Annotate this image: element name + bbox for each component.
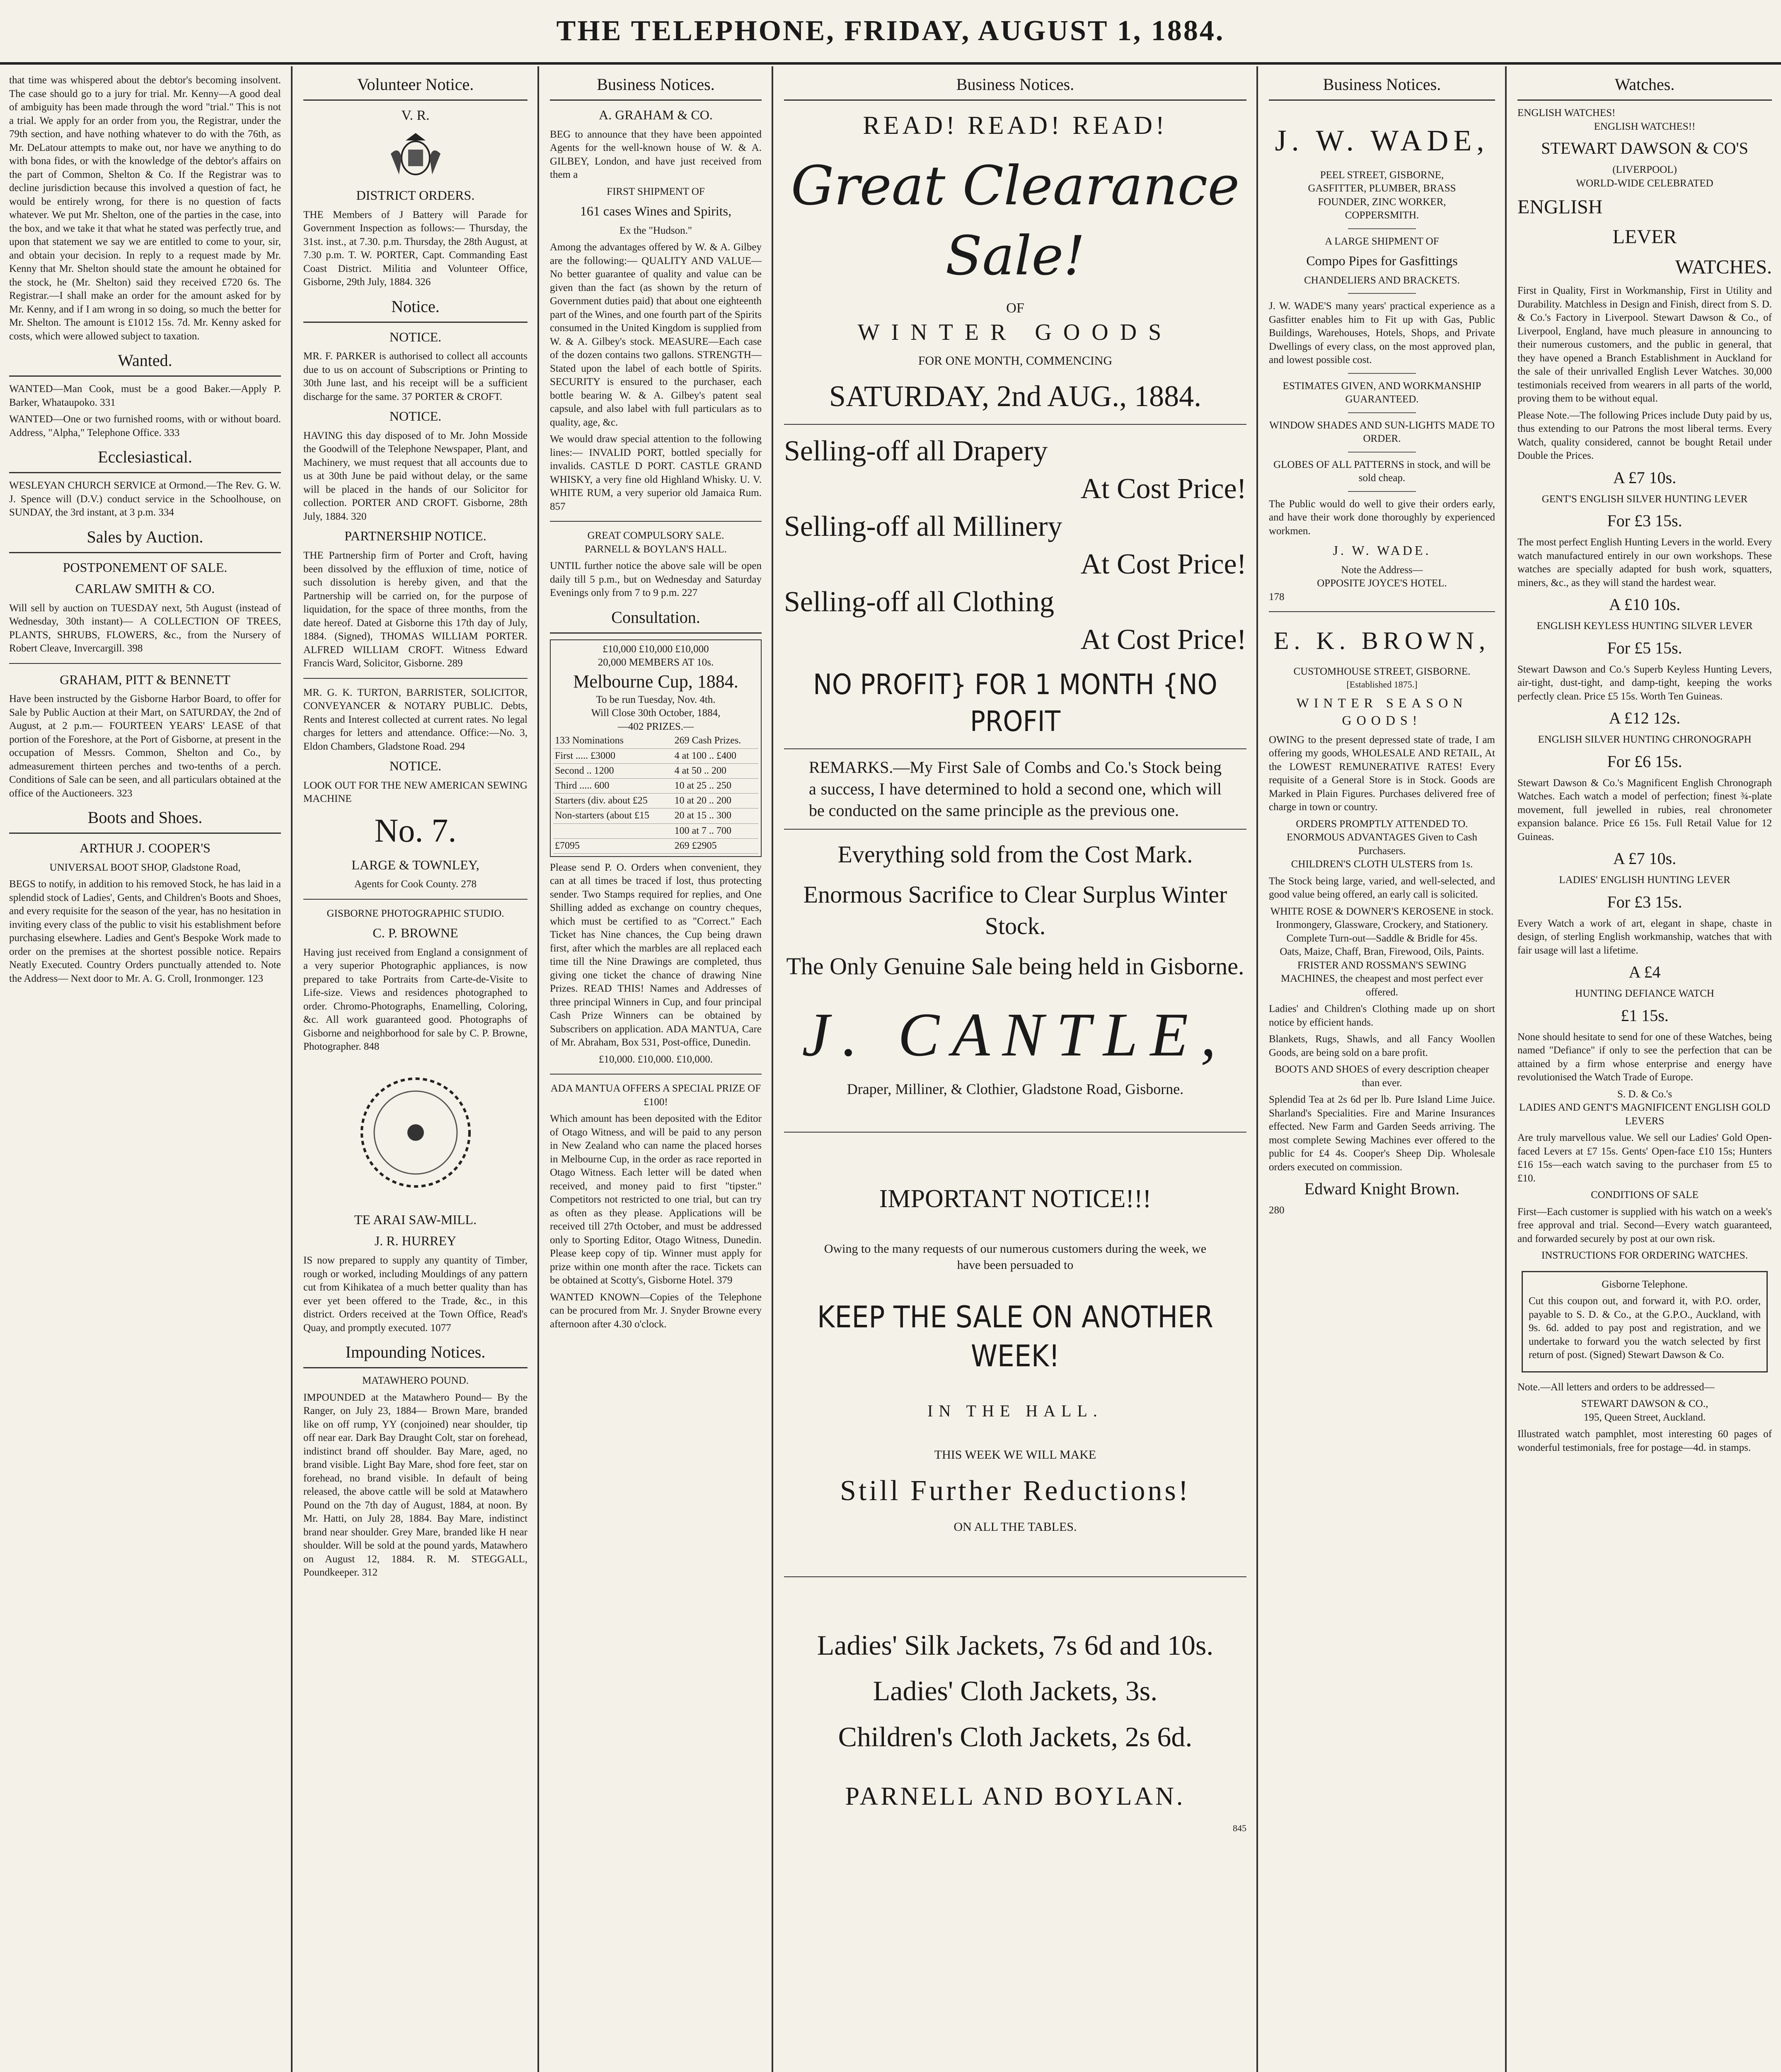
wade-trade-1: GASFITTER, PLUMBER, BRASS [1308,183,1456,194]
price-4-for: For £3 15s. [1607,892,1682,911]
column-5 [1260,66,1504,2072]
wanted-header: Wanted. [9,346,281,377]
prize-row [553,838,758,853]
partnership-subheader: PARTNERSHIP NOTICE. [344,528,486,544]
sell-millinery: Selling-off all Millinery [784,511,1062,543]
owing-text: Owing to the many requests of our numerous customers during the week, we have been persuaded to [824,1242,1207,1272]
prize-row [553,778,758,793]
cons-text: Please send P. O. Orders when convenient, they can at all times be traced if lost, thus protecting sender. Two Stamps required for replies, and One Shilling added as exchange on country cheques, which must be certified to as "Correct." Each Ticket has Nine chances, the Cup being drawn first, after which the marbles are all replaced each time till the Nine Drawings are completed, thus giving one ticket the chance of drawing Nine Prizes. READ THIS! Names and Addresses of three principal Winners in Cup, and four principal Cash Prize Winners can be obtained by Subscribers on application. ADA MANTUA, Care of Mr. Abraham, Box 531, Post-office, Dunedin. [550,862,762,1048]
coupon-header: Gisborne Telephone. [1602,1278,1688,1290]
photo-name: C. P. BROWNE [373,925,458,941]
prize-row [553,733,758,748]
address-note: Note.—All letters and orders to be addressed— [1517,1381,1715,1393]
column-rule [1505,66,1507,2072]
pamphlet-note: Illustrated watch pamphlet, most interesting 60 pages of wonderful testimonials, free for postage—4d. in stamps. [1517,1428,1772,1453]
brown-kerosene: WHITE ROSE & DOWNER'S KEROSENE in stock. [1270,905,1494,917]
sd-co: S. D. & Co.'s [1617,1088,1672,1100]
cost-price-2: At Cost Price! [1080,548,1246,581]
divider [1348,373,1416,374]
prize-cell: 269 £2905 [673,838,758,853]
divider [784,1132,1246,1133]
wade-public: The Public would do well to give their orders early, and have their work done thoroughly by experienced workmen. [1269,498,1495,537]
sale-text: UNTIL further notice the above sale will be open daily till 5 p.m., but on Wednesday and Saturday Evenings only from 7 to 9 p.m. 227 [550,560,762,599]
price-3-text: Stewart Dawson & Co.'s Magnificent English Chronograph Watches. Each watch a model of perfection; finest ¾-plate movement, full jewelled in rubies, real chronometer expansion balance. Price £6 15s. Full Retail Value for 12 Guineas. [1517,777,1772,842]
divider [1348,491,1416,492]
divider [1348,228,1416,229]
price-3-for: For £6 15s. [1607,752,1682,771]
impound-header: Impounding Notices. [303,1338,528,1368]
notice-subheader: NOTICE. [389,329,442,344]
notice3-text: LOOK OUT FOR THE NEW AMERICAN SEWING MACHINE [303,779,528,805]
wade-shades: WINDOW SHADES AND SUN-LIGHTS MADE TO ORDER. [1269,419,1495,445]
read-banner: READ! READ! READ! [863,111,1168,140]
cost-price-3: At Cost Price! [1080,624,1246,656]
silk-jackets: Ladies' Silk Jackets, 7s 6d and 10s. [817,1629,1214,1661]
ecclesiastical-header: Ecclesiastical. [9,443,281,473]
sawmill-name: J. R. HURREY [374,1233,457,1249]
large-townley: LARGE & TOWNLEY, [351,857,479,872]
column-rule [291,66,293,2072]
notice2-subheader: NOTICE. [389,409,442,424]
brown-ironmongery: Ironmongery, Glassware, Crockery, and Stationery. [1276,919,1488,931]
conditions-text: First—Each customer is supplied with his watch on a week's free approval and trial. Second—Every watch guaranteed, and forwarded securely by post at our own risk. [1517,1206,1772,1244]
prize-row [553,823,758,838]
notice3-subheader: NOTICE. [389,758,442,774]
one-month: FOR ONE MONTH, COMMENCING [918,353,1113,368]
prize-cell: 10 at 20 .. 200 [673,794,758,808]
wade-address: PEEL STREET, GISBORNE, [1320,169,1444,181]
brown-advantages: ENORMOUS ADVANTAGES Given to Cash Purchasers. [1286,832,1478,857]
further-reductions: Still Further Reductions! [840,1475,1191,1507]
divider [1348,412,1416,413]
brown-winter: WINTER SEASON GOODS! [1296,695,1468,728]
column-1 [0,66,290,2072]
no-profit-banner: NO PROFIT} FOR 1 MONTH {NO PROFIT [813,668,1217,738]
business-header: Business Notices. [550,70,762,101]
cantle-name: J. CANTLE, [802,1000,1229,1069]
price-2-desc: ENGLISH KEYLESS HUNTING SILVER LEVER [1537,620,1753,632]
boots-header: Boots and Shoes. [9,804,281,834]
divider [1348,452,1416,453]
brown-orders: ORDERS PROMPTLY ATTENDED TO. [1296,818,1468,830]
cons-money-2: £10,000. £10,000. £10,000. [599,1053,713,1065]
jw-wade: J. W. WADE, [1275,124,1489,157]
english-watches-2: ENGLISH WATCHES!! [1594,121,1696,132]
conditions-header: CONDITIONS OF SALE [1591,1189,1699,1201]
brown-ulsters: CHILDREN'S CLOTH ULSTERS from 1s. [1291,859,1473,870]
boots-subheader: UNIVERSAL BOOT SHOP, Gladstone Road, [49,862,241,873]
prize-row [553,763,758,778]
brown-address: CUSTOMHOUSE STREET, GISBORNE. [1293,666,1471,678]
instructions-header: INSTRUCTIONS FOR ORDERING WATCHES. [1541,1250,1748,1261]
price-5: A £4 [1629,963,1661,982]
brown-blankets: Blankets, Rugs, Shawls, and all Fancy Woollen Goods, are being sold on a bare profit. [1269,1034,1495,1058]
business-header: Business Notices. [784,70,1246,101]
divider [784,748,1246,749]
children-jackets: Children's Cloth Jackets, 2s 6d. [838,1721,1193,1752]
sawmill-title: TE ARAI SAW-MILL. [354,1212,477,1227]
price-3-desc: ENGLISH SILVER HUNTING CHRONOGRAPH [1538,734,1752,746]
notice2-text: HAVING this day disposed of to Mr. John Mosside the Goodwill of the Telephone Newspaper, Plant, and Machinery, we must request that all accounts due to us at 30th June be paid without delay, or the same will be placed in the hands of our Solicitor for collection. PORTER AND CROFT. Gisborne, 28th July, 1884. 320 [303,430,528,522]
everything-sold: Everything sold from the Cost Mark. [837,840,1193,868]
prize-cell: 4 at 50 .. 200 [673,763,758,778]
address-street: 195, Queen Street, Auckland. [1583,1411,1706,1423]
column-2 [294,66,537,2072]
divider [550,521,762,522]
enormous-sacrifice: Enormous Sacrifice to Clear Surplus Winter Stock. [803,881,1227,939]
gilbey-advantages: Among the advantages offered by W. & A. Gilbey are the following:— QUALITY AND VALUE—No better guarantee of quality and value can be given than the fact (as shown by the return of Government duties paid) that about one eighteenth part of the Wines, and one fourth part of the Spirits consumed in the United Kingdom is supplied from W. & A. Gilbey's stock. MEASURE—Each case of the dozen contains two gallons. STRENGTH—Stated upon the label of each bottle of Spirits. SECURITY is ensured to the purchaser, each bottle bearing W. & A. Gilbey's patent seal capsule, and also label with full particulars as to quality, age, &c. [550,242,762,428]
cons-cup: Melbourne Cup, 1884. [573,671,738,692]
volunteer-text: THE Members of J Battery will Parade for Government Inspection as follows:— Thursday, the 31st. inst., at 7.30. p.m. Thursday, the 28th August, at 7.30 p.m. T. W. PORTER, Capt. Commanding East Coast District. Militia and Volunteer Office, Gisborne, 29th July, 1884. 326 [303,209,528,288]
divider [784,1576,1246,1577]
watches-intro: First in Quality, First in Workmanship, First in Utility and Durability. Matchless in Design and Finish, direct from S. D. & Co.'s Factory in Liverpool. Stewart Dawson & Co., of Liverpool, England, have much pleasure in announcing to their numerous customers, and the public in general, that they have opened a Branch Establishment in Auckland for the sale of their unrivalled English Lever Watches. 30,000 testimonials received from wearers in all parts of the world, proving them to be without equal. [1517,285,1772,404]
partnership-text: THE Partnership firm of Porter and Croft, having been dissolved by the effluxion of time, notice of such dissolution is hereby given, and that the Partnership will be carried on, for the purpose of liquidation, for the space of three months, from the date hereof. Dated at Gisborne this 17th day of July, 1884. (Signed), THOMAS WILLIAM PORTER. ALFRED WILLIAM CROFT. Witness Edward Francis Ward, Solicitor, Gisborne. 289 [303,550,528,669]
lever-word: LEVER [1612,226,1677,248]
wade-text: J. W. WADE'S many years' practical experience as a Gasfitter enables him to Fit up with Gas, Public Buildings, Warehouses, Hotels, Shops, and Private Dwellings of every class, on the most approved plan, and lowest possible cost. [1269,300,1495,366]
wade-trade-3: COPPERSMITH. [1345,210,1419,221]
prize-cell: £7095 [553,838,673,853]
saw-blade-icon [349,1066,482,1199]
sale-date: SATURDAY, 2nd AUG., 1884. [829,379,1202,413]
brown-number: 280 [1269,1205,1285,1216]
brown-text: OWING to the present depressed state of trade, I am offering my goods, WHOLESALE AND RETAIL, At the LOWEST REMUNERATIVE RATES! Every requisite of a General Store is in Stock. Goods are Marked in Plain Figures. Purchases delivered free of charge in town or country. [1269,734,1495,813]
divider [784,829,1246,830]
brown-ladies: Ladies' and Children's Clothing made up on short notice by efficient hands. [1269,1003,1495,1028]
price-4-desc: LADIES' ENGLISH HUNTING LEVER [1559,874,1730,886]
genuine-sale: The Only Genuine Sale being held in Gisborne. [786,953,1244,980]
consultation-header: Consultation. [550,603,762,634]
price-2-text: Stewart Dawson and Co.'s Superb Keyless Hunting Levers, air-tight, dust-tight, and damp-tight, keeping the works perfectly clean. Price £5 15s. Worth Ten Guineas. [1517,663,1772,702]
english-word: ENGLISH [1517,196,1603,218]
chandeliers: CHANDELIERS AND BRACKETS. [1304,274,1460,286]
masthead: THE TELEPHONE, FRIDAY, AUGUST 1, 1884. [0,0,1781,65]
compo-pipes: Compo Pipes for Gasfittings [1306,253,1458,269]
in-the-hall: IN THE HALL. [927,1402,1103,1421]
prize-row [553,748,758,763]
lead-article: that time was whispered about the debtor's becoming insolvent. The case should go to a jury for trial. Mr. Kenny—A good deal of ambiguity has been made through the word "trial." This is not a trial. We apply for an order from you, the Registrar, under the 79th section, and have nothing whatever to do with the 76th, as Mr. DeLatour attempts to make out, nor have we anything to do with bona fides, or with the knowledge of the debtor's affairs on the part of Common, Shelton & Co. If the Registrar was to decline jurisdiction because this involved a question of fact, he would be entirely wrong, for there is no question of facts whatever. We put Mr. Shelton, one of the parties in the case, into the box, and we take it that what he stated was perfectly true, and upon that statement we say we are entitled to come to your, sir, and obtain your decision. In reply to a request made by Mr. Kenny that Mr. Shelton should state the amount he obtained for the stock, he (Mr. Shelton) said they received £720 6s. The Registrar.—I shall make an order for the amount asked for by Mr. Kenny, and if I am wrong in so doing, so much the better for Mr. Shelton. The amount is £1012 15s. 7d. Mr. Kenny asked for costs, which were allowed subject to taxation. [9,75,281,342]
column-3 [541,66,771,2072]
ex-hudson: Ex the "Hudson." [619,225,692,236]
brown-sign: Edward Knight Brown. [1304,1179,1460,1198]
please-note: Please Note.—The following Prices include Duty paid by us, thus extending to our Patrons the most liberal terms. Every Watch, quality considered, cannot be bought Retail under Double the Prices. [1517,409,1772,462]
divider [1269,611,1495,612]
first-shipment: FIRST SHIPMENT OF [607,186,705,197]
brown-established: [Established 1875.] [1346,679,1418,690]
graham-text: Have been instructed by the Gisborne Harbor Board, to offer for Sale by Public Auction at their Mart, on SATURDAY, the 2nd of August, at 2 p.m.— FOURTEEN YEARS' LEASE of that portion of the Foreshore, at the Port of Gisborne, at present in the occupation of Messrs. Common, Shelton and Co., by admeasurement thirteen perches and two-tenths of a perch. Conditions of Sale can be seen, and all particulars obtained at the office of the Auctioneers. 323 [9,693,281,799]
column-rule [537,66,539,2072]
brown-stock: The Stock being large, varied, and well-selected, and good value being offered, an early call is solicited. [1269,875,1495,900]
divider [784,424,1246,425]
price-2-for: For £5 15s. [1607,638,1682,657]
royal-crest-icon [382,129,449,183]
column-4 [775,66,1256,2072]
brown-boots: BOOTS AND SHOES of every description cheaper than ever. [1275,1064,1489,1089]
price-1-text: The most perfect English Hunting Levers in the world. Every watch manufactured entirely in our own workshops. These watches are specially adapted for bush work, squatters, miners, &c., as they will stand the hardest wear. [1517,537,1772,588]
stewart-dawson: STEWART DAWSON & CO'S [1541,139,1748,157]
winter-goods: WINTER GOODS [857,319,1173,345]
auction-header: Sales by Auction. [9,523,281,553]
brown-turnout: Complete Turn-out—Saddle & Bridle for 45s. [1286,932,1478,944]
auction-firm: CARLAW SMITH & CO. [75,581,215,596]
wanted-ad-2: WANTED—One or two furnished rooms, with or without board. Address, "Alpha," Telephone Office. 333 [9,414,281,438]
prize-cell: Third ..... 600 [553,778,673,793]
divider [9,663,281,664]
cases-wines: 161 cases Wines and Spirits, [580,203,732,219]
prize-cell: Starters (div. about £25 [553,794,673,808]
ad-number: 845 [1233,1823,1246,1833]
sale-place: PARNELL & BOYLAN'S HALL. [585,543,727,555]
sale-subheader: GREAT COMPULSORY SALE. [587,530,724,542]
cons-close: Will Close 30th October, 1884, [591,707,721,719]
auction-text: Will sell by auction on TUESDAY next, 5th August (instead of Wednesday, 30th instant)— A COLLECTION OF TREES, PLANTS, SHRUBS, FLOWERS, &c., from the Nursery of Robert Cleave, Invercargill. 398 [9,602,281,654]
cons-run: To be run Tuesday, Nov. 4th. [596,694,716,705]
volunteer-subheader: DISTRICT ORDERS. [356,188,475,203]
watches-word: WATCHES. [1675,256,1772,278]
cons-prizes: —402 PRIZES.— [617,721,694,732]
prize-cell: 4 at 100 .. £400 [673,748,758,763]
prize-row [553,794,758,808]
divider [550,1074,762,1075]
price-1-desc: GENT'S ENGLISH SILVER HUNTING LEVER [1541,493,1748,505]
gold-levers: LADIES AND GENT'S MAGNIFICENT ENGLISH GOLD LEVERS [1519,1102,1771,1127]
gold-levers-text: Are truly marvellous value. We sell our Ladies' Gold Open-faced Levers at £7 15s. Gents' Open-face £10 15s; Hunters £16 15s—each watch saving to the purchaser from £5 to £10. [1517,1132,1772,1184]
liverpool: (LIVERPOOL) [1612,164,1677,175]
cost-price-1: At Cost Price! [1080,473,1246,505]
brown-oats: Oats, Maize, Chaff, Bran, Firewood, Oils, Paints. [1280,946,1484,958]
boots-firm: ARTHUR J. COOPER'S [80,840,211,856]
brown-sewing: FRISTER AND ROSSMAN'S SEWING MACHINES, the cheapest and most perfect ever offered. [1280,959,1483,998]
prize-cell: First ..... £3000 [553,748,673,763]
ek-brown: E. K. BROWN, [1273,627,1491,655]
ada-subheader: ADA MANTUA OFFERS A SPECIAL PRIZE OF £100! [550,1083,761,1108]
price-5-text: None should hesitate to send for one of these Watches, being named "Defiance" if only to see the perfection that can be attained by a firm whose enterprise and energy have revolutionised the Watch Trade of Europe. [1517,1031,1772,1083]
prize-cell: 100 at 7 .. 700 [673,823,758,838]
volunteer-vr: V. R. [401,108,430,123]
volunteer-header: Volunteer Notice. [303,70,528,101]
parnell-boylan: PARNELL AND BOYLAN. [845,1782,1186,1811]
impound-text: IMPOUNDED at the Matawhero Pound— By the Ranger, on July 23, 1884— Brown Mare, branded like on off rump, YY (conjoined) near shoulder, tip off near ear. Dark Bay Draught Colt, star on forehead, indistinct brand off shoulder. Bay Mare, aged, no brand visible. Light Bay Mare, shod fore feet, star on forehead, no brand visible. In default of being released, the above cattle will be sold at Matawhero Pound on the 7th day of August, 1884, at noon. By Mr. Hatti, on July 28, 1884. Bay Mare, indistinct brand near shoulder. Grey Mare, branded like H near shoulder. Will be sold at the pound yards, Matawhero on August 12, 1884. R. M. STEGGALL, Poundkeeper. 312 [303,1392,528,1578]
wade-note: Note the Address— [1341,564,1423,576]
prize-cell [553,823,673,838]
price-4: A £7 10s. [1613,849,1677,868]
wade-globes: GLOBES OF ALL PATTERNS in stock, and will be sold cheap. [1273,459,1491,484]
clearance-sale: Great Clearance Sale! [791,154,1240,287]
divider [1348,293,1416,294]
wade-opposite: OPPOSITE JOYCE'S HOTEL. [1317,578,1447,589]
important-notice: IMPORTANT NOTICE!!! [879,1185,1152,1213]
price-2: A £10 10s. [1609,595,1681,614]
graham-intro: BEG to announce that they have been appointed Agents for the well-known house of W. & A. GILBEY, London, and have just received from them a [550,128,762,181]
remarks: REMARKS.—My First Sale of Combs and Co.'s Stock being a success, I have determined to hold a second one, which will be conducted on the same principle as the previous one. [809,758,1222,820]
wade-shipment: A LARGE SHIPMENT OF [1325,235,1439,247]
ada-text: Which amount has been deposited with the Editor of Otago Witness, and will be paid to any person in New Zealand who can name the placed horses in Melbourne Cup, in the order as race reported in Otago Witness. Each letter will be dated when received, and money paid to first "tipster." Competitors not restricted to one trial, but can try as often as they please. Applications will be received till 27th October, and must be addressed only to Sporting Editor, Otago Witness, Dunedin. Please keep copy of tip. Winner must apply for prize within one month after the race. Tickets can be obtained at Scotty's, Gisborne Hotel. 379 [550,1113,762,1286]
prize-cell: 133 Nominations [553,733,673,748]
world-wide: WORLD-WIDE CELEBRATED [1576,177,1713,189]
column-rule [1256,66,1258,2072]
price-5-desc: HUNTING DEFIANCE WATCH [1575,988,1714,1000]
sell-drapery: Selling-off all Drapery [784,435,1048,467]
of-line: OF [1006,300,1024,316]
this-week: THIS WEEK WE WILL MAKE [934,1448,1096,1462]
prize-table [553,733,758,854]
ecclesiastical-notice: WESLEYAN CHURCH SERVICE at Ormond.—The Rev. G. W. J. Spence will (D.V.) conduct service in the Schoolhouse, on SUNDAY, the 3rd instant, at 3 p.m. 334 [9,480,281,518]
all-tables: ON ALL THE TABLES. [953,1520,1077,1534]
wade-number: 178 [1269,591,1285,603]
photo-header: GISBORNE PHOTOGRAPHIC STUDIO. [327,908,504,919]
prize-row [553,808,758,823]
sewing-machine-number: No. 7. [374,812,457,849]
sawmill-text: IS now prepared to supply any quantity of Timber, rough or worked, including Mouldings of any pattern cut from Kihikatea of a much better quality than has ever yet been offered to the Trade, &c., in this district. Orders received at the Town Office, Read's Quay, and promptly executed. 1077 [303,1255,528,1334]
price-1-for: For £3 15s. [1607,511,1682,530]
wade-trade-2: FOUNDER, ZINC WORKER, [1318,196,1446,208]
cons-members: 20,000 MEMBERS AT 10s. [598,657,714,668]
english-watches-1: ENGLISH WATCHES! [1517,107,1616,119]
order-coupon[interactable] [1522,1271,1768,1372]
prize-cell: 269 Cash Prizes. [673,733,758,748]
wade-estimates: ESTIMATES GIVEN, AND WORKMANSHIP GUARANTEED. [1283,380,1481,405]
graham-firm: GRAHAM, PITT & BENNETT [60,672,230,687]
address-firm: STEWART DAWSON & CO., [1581,1398,1708,1410]
sell-clothing: Selling-off all Clothing [784,586,1055,618]
agents-line: Agents for Cook County. 278 [354,879,477,890]
prize-cell: Second .. 1200 [553,763,673,778]
notice-header: Notice. [303,293,528,323]
divider [303,899,528,900]
boots-text: BEGS to notify, in addition to his removed Stock, he has laid in a splendid stock of Ladies', Gents, and Children's Boots and Shoes, and every requisite for the season of the year, has no hesitation in inviting every class of the public to visit his establishment before purchasing elsewhere. Ladies and Gent's Bespoke Work made to order on the premises at the shortest possible notice. Repairs Neatly Executed. Country Orders punctually attended to. Note the Address— Next door to Mr. A. G. Croll, Ironmonger. 123 [9,879,281,984]
notice-text: MR. F. PARKER is authorised to collect all accounts due to us on account of Subscriptions or Printing to 30th June last, and his receipt will be a sufficient discharge for the same. 37 PORTER & CROFT. [303,351,528,402]
wanted-known: WANTED KNOWN—Copies of the Telephone can be procured from Mr. J. Snyder Browne every afternoon after 4.30 o'clock. [550,1291,762,1330]
brown-misc: Splendid Tea at 2s 6d per lb. Pure Island Lime Juice. Sharland's Specialities. Fire and Marine Insurances effected. New Farm and Garden Seeds arriving. The most complete Sewing Machines ever offered to the public for £4 4s. Cooper's Sheep Dip. Wholesale orders executed on commission. [1269,1094,1495,1173]
wanted-ad-1: WANTED—Man Cook, must be a good Baker.—Apply P. Barker, Whataupoko. 331 [9,383,281,408]
divider [303,678,528,679]
auction-subheader: POSTPONEMENT OF SALE. [63,559,227,575]
gilbey-lines: We would draw special attention to the following lines:— INVALID PORT, bottled specially for invalids. CASTLE D PORT. CASTLE GRAND WHISKY, a very fine old Highland Whisky. U. V. WHITE RUM, a very superior old Jamaica Rum. 857 [550,433,762,512]
price-4-text: Every Watch a work of art, elegant in shape, chaste in design, of sterling English workmanship, watches that with fair usage will last a lifetime. [1517,917,1772,956]
cloth-jackets: Ladies' Cloth Jackets, 3s. [873,1675,1158,1707]
impound-subheader: MATAWHERO POUND. [362,1375,469,1387]
cons-money: £10,000 £10,000 £10,000 [603,643,709,655]
business-header: Business Notices. [1269,70,1495,101]
coupon-text: Cut this coupon out, and forward it, with P.O. order, payable to S. D. & Co., at the G.P.O., Auckland, with 9s. 6d. added to pay post and registration, and we undertake to forward you the watch selected by first return of post. (Signed) Stewart Dawson & Co. [1529,1295,1761,1361]
price-5-for: £1 15s. [1621,1006,1669,1025]
watches-header: Watches. [1517,70,1772,101]
turton-text: MR. G. K. TURTON, BARRISTER, SOLICITOR, CONVEYANCER & NOTARY PUBLIC. Debts, Rents and Interest collected at current rates. No legal charges for letters and attendance. Office:—No. 3, Eldon Chambers, Gladstone Road. 294 [303,687,528,752]
column-6 [1508,66,1781,2072]
column-rule [772,66,773,2072]
cantle-sub: Draper, Milliner, & Clothier, Gladstone Road, Gisborne. [847,1080,1184,1097]
consultation-box [550,639,762,857]
keep-sale: KEEP THE SALE ON ANOTHER WEEK! [817,1299,1213,1373]
price-3: A £12 12s. [1609,709,1681,728]
price-1: A £7 10s. [1613,468,1677,487]
photo-text: Having just received from England a consignment of a very superior Photographic appliances, is now prepared to take Portraits from Carte-de-Visite to Life-size. Views and residences photographed to order. Chromo-Photographs, Enamelling, Coloring, &c. All work guaranteed good. Photographs of Gisborne and neighborhood for sale by C. P. Browne, Photographer. 848 [303,946,528,1053]
graham-co: A. GRAHAM & CO. [599,107,713,122]
prize-cell: Non-starters (about £15 [553,808,673,823]
prize-cell: 20 at 15 .. 300 [673,808,758,823]
wade-sign: J. W. WADE. [1333,543,1431,558]
prize-cell: 10 at 25 .. 250 [673,778,758,793]
